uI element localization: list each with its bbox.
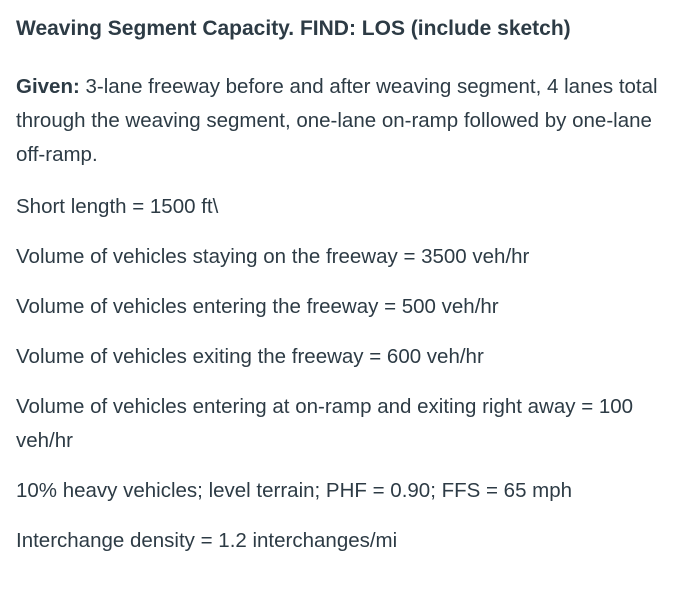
short-length-line: Short length = 1500 ft\ <box>16 195 219 218</box>
interchange-density-line: Interchange density = 1.2 interchanges/mi <box>16 529 398 552</box>
volume-ramp-to-ramp-line: Volume of vehicles entering at on-ramp and exiting right away = 100 veh/hr <box>16 395 634 452</box>
problem-title: Weaving Segment Capacity. FIND: LOS (include sketch) <box>16 17 571 40</box>
given-label: Given: <box>16 75 80 98</box>
volume-entering-line: Volume of vehicles entering the freeway = 500 veh/hr <box>16 295 499 318</box>
given-paragraph <box>16 70 676 172</box>
problem-statement <box>16 14 676 574</box>
given-text: 3-lane freeway before and after weaving segment, 4 lanes total through the weaving segment, one-lane on-ramp followed by one-lane off-ramp. <box>16 75 658 166</box>
volume-staying-line: Volume of vehicles staying on the freeway = 3500 veh/hr <box>16 245 530 268</box>
volume-exiting-line: Volume of vehicles exiting the freeway = 600 veh/hr <box>16 345 484 368</box>
conditions-line: 10% heavy vehicles; level terrain; PHF = 0.90; FFS = 65 mph <box>16 479 573 502</box>
